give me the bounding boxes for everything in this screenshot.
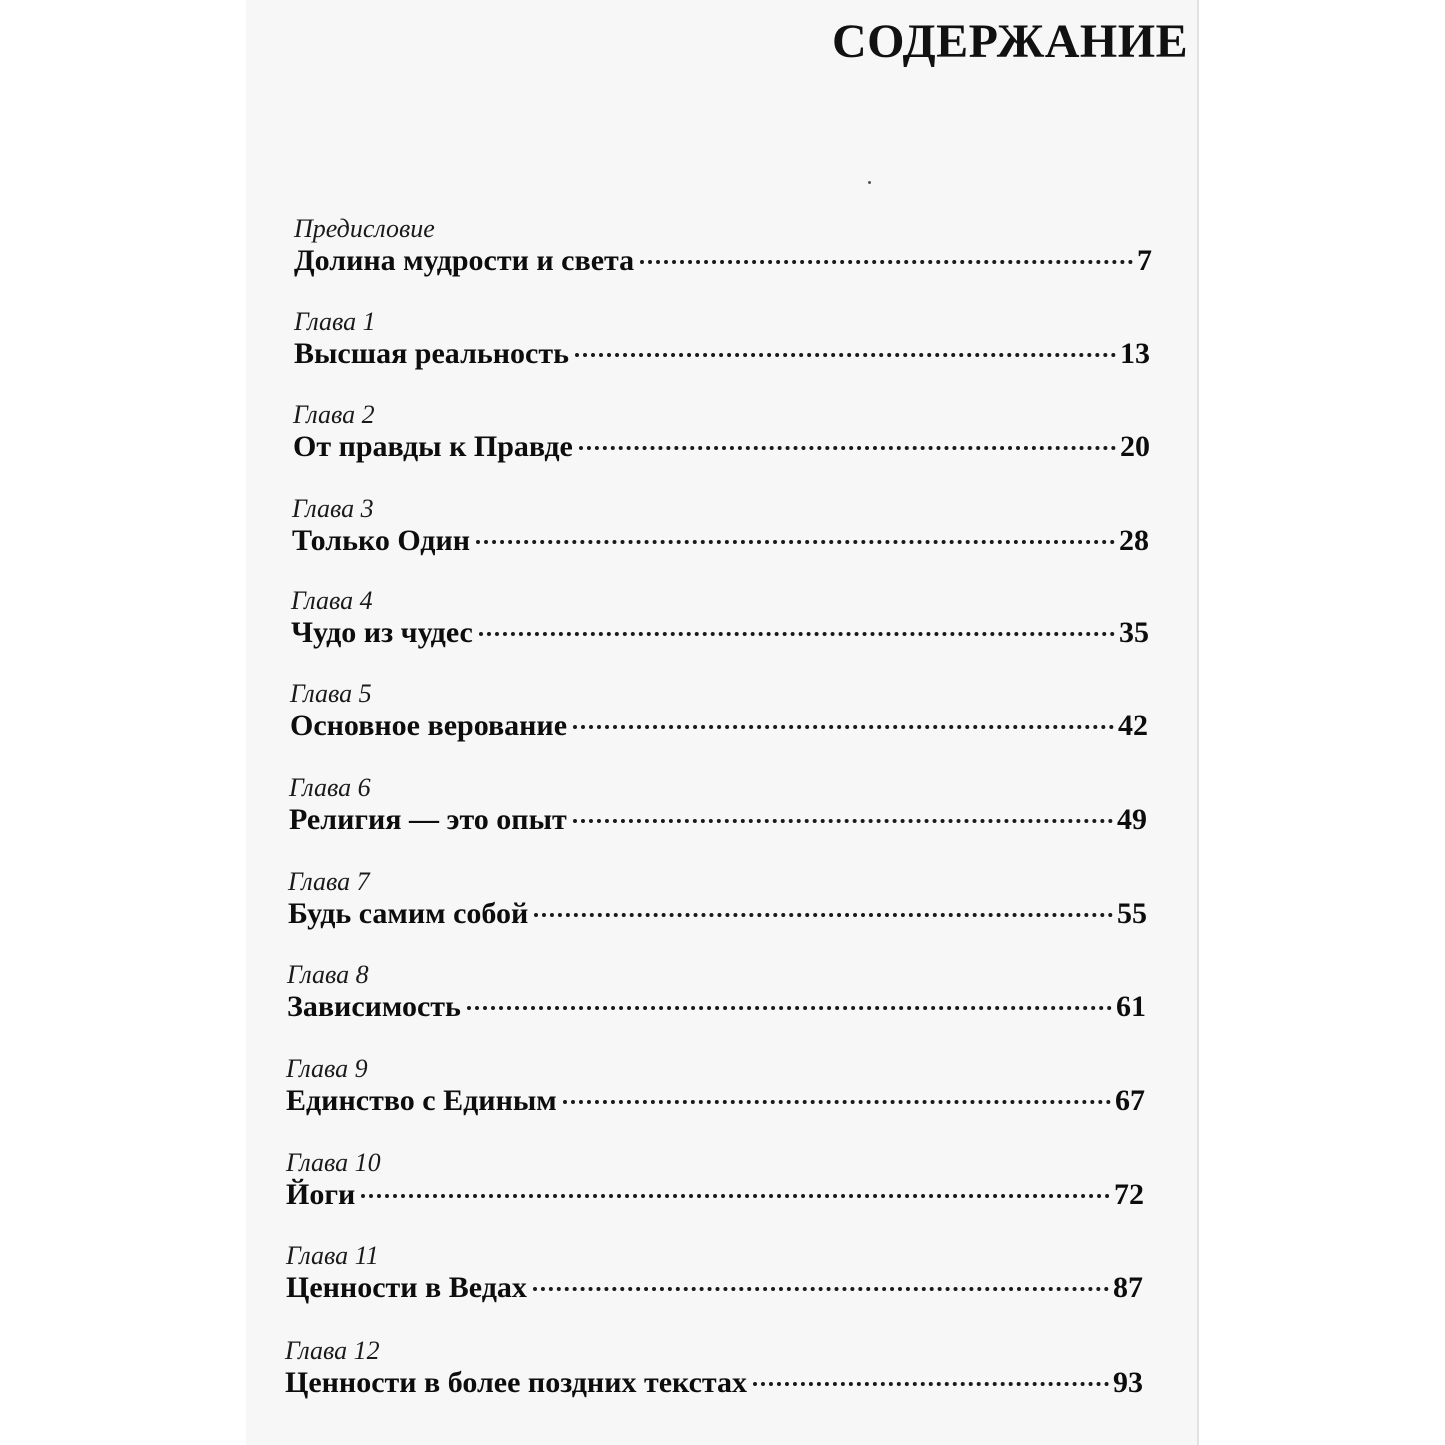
page-number: 87 — [1113, 1271, 1143, 1304]
chapter-title: Только Один — [292, 524, 471, 557]
page-number: 42 — [1118, 709, 1148, 742]
page-number: 93 — [1113, 1366, 1143, 1399]
toc-entry — [287, 960, 1146, 1050]
toc-entry — [294, 214, 1152, 304]
chapter-title: Будь самим собой — [288, 897, 529, 930]
chapter-title: Ценности в Ведах — [286, 1271, 527, 1304]
chapter-label: Глава 4 — [291, 586, 373, 615]
chapter-label: Глава 12 — [285, 1336, 380, 1365]
chapter-title: Чудо из чудес — [291, 616, 473, 649]
page-number: 49 — [1117, 803, 1147, 836]
toc-row — [286, 1084, 1145, 1118]
page-number: 13 — [1120, 337, 1150, 370]
toc-entry — [293, 400, 1150, 490]
toc-entry — [290, 679, 1148, 769]
scan-margin-left — [0, 0, 246, 1445]
toc-entry — [291, 586, 1149, 676]
toc-row — [287, 990, 1146, 1024]
chapter-label: Глава 10 — [286, 1148, 381, 1177]
chapter-title: Высшая реальность — [294, 337, 569, 370]
toc-row — [285, 1366, 1143, 1400]
page-number: 28 — [1119, 524, 1149, 557]
chapter-title: Основное верование — [290, 709, 568, 742]
toc-row — [289, 803, 1147, 837]
book-page — [246, 0, 1199, 1445]
page-number: 72 — [1114, 1178, 1144, 1211]
chapter-label: Глава 5 — [290, 679, 372, 708]
chapter-title: От правды к Правде — [293, 430, 573, 463]
chapter-label: Глава 6 — [289, 773, 371, 802]
chapter-label: Глава 11 — [286, 1241, 379, 1270]
chapter-label: Глава 7 — [288, 867, 370, 896]
page-number: 20 — [1120, 430, 1150, 463]
toc-entry — [288, 867, 1147, 957]
chapter-label: Глава 8 — [287, 960, 369, 989]
chapter-title: Ценности в более поздних текстах — [285, 1366, 747, 1399]
dot-leader — [479, 632, 1115, 636]
chapter-label: Предисловие — [294, 214, 435, 243]
toc-entry — [294, 307, 1150, 397]
chapter-title: Религия — это опыт — [289, 803, 567, 836]
dot-leader — [563, 1100, 1111, 1104]
dot-leader — [361, 1194, 1110, 1198]
chapter-title: Долина мудрости и света — [294, 244, 635, 277]
page-number: 67 — [1115, 1084, 1145, 1117]
dot-leader — [573, 819, 1113, 823]
page-number: 61 — [1116, 990, 1146, 1023]
print-speck — [868, 181, 871, 184]
page-number: 35 — [1119, 616, 1149, 649]
dot-leader — [467, 1006, 1112, 1010]
toc-row — [294, 337, 1150, 371]
dot-leader — [573, 725, 1114, 729]
toc-row — [294, 244, 1152, 278]
dot-leader — [533, 1287, 1109, 1291]
toc-row — [293, 430, 1150, 464]
chapter-label: Глава 1 — [294, 307, 376, 336]
toc-entry — [286, 1148, 1144, 1238]
chapter-title: Единство с Единым — [286, 1084, 557, 1117]
toc-row — [286, 1271, 1143, 1305]
dot-leader — [640, 260, 1133, 264]
dot-leader — [753, 1382, 1109, 1386]
toc-entry — [286, 1054, 1145, 1144]
chapter-label: Глава 3 — [292, 494, 374, 523]
dot-leader — [534, 913, 1113, 917]
page-title: СОДЕРЖАНИЕ — [832, 15, 1189, 68]
toc-entry — [289, 773, 1147, 863]
toc-entry — [292, 494, 1149, 584]
toc-row — [290, 709, 1148, 743]
toc-row — [288, 897, 1147, 931]
dot-leader — [476, 540, 1115, 544]
toc-entry — [286, 1241, 1143, 1331]
toc-row — [286, 1178, 1144, 1212]
page-number: 55 — [1117, 897, 1147, 930]
page-number: 7 — [1137, 244, 1152, 277]
scan-margin-right — [1199, 0, 1445, 1445]
chapter-title: Зависимость — [287, 990, 461, 1023]
dot-leader — [579, 446, 1116, 450]
toc-row — [292, 524, 1149, 558]
dot-leader — [575, 353, 1116, 357]
chapter-label: Глава 2 — [293, 400, 375, 429]
toc-row — [291, 616, 1149, 650]
chapter-title: Йоги — [286, 1178, 356, 1211]
toc-entry — [285, 1336, 1143, 1426]
chapter-label: Глава 9 — [286, 1054, 368, 1083]
